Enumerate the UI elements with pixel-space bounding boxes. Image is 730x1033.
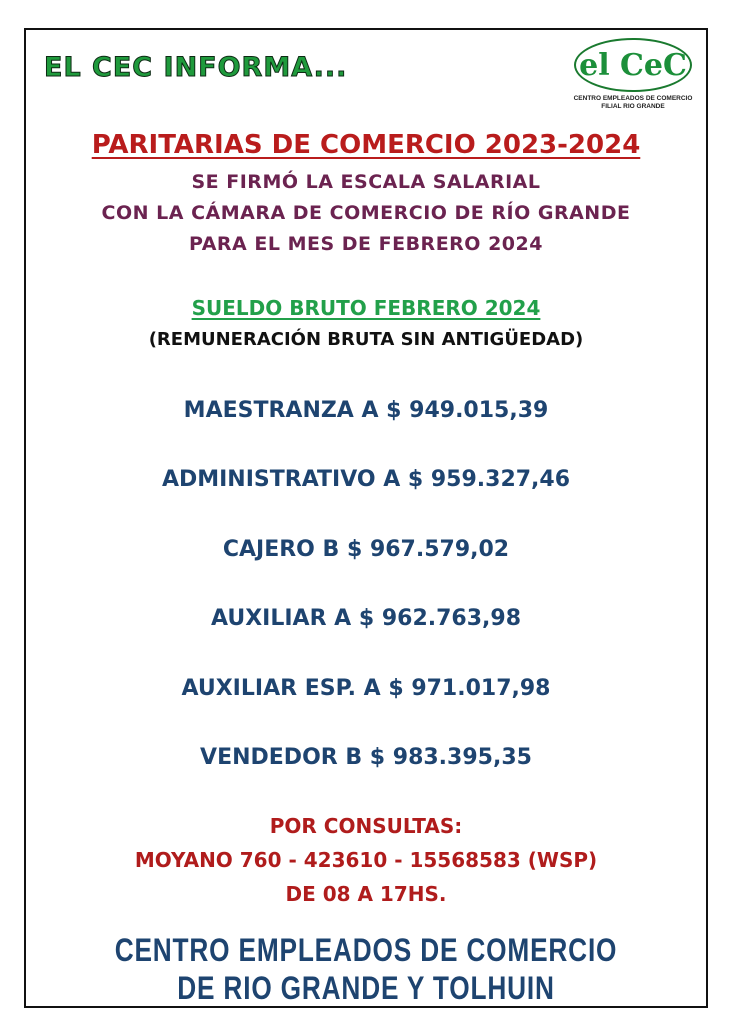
wage-item-maestranza: MAESTRANZA A $ 949.015,39: [183, 398, 549, 423]
logo-oval: [574, 38, 692, 92]
wage-item-cajero: CAJERO B $ 967.579,02: [222, 537, 510, 562]
wage-item-auxiliar-esp: AUXILIAR ESP. A $ 971.017,98: [181, 676, 551, 701]
subtitle-line-2: CON LA CÁMARA DE COMERCIO DE RÍO GRANDE: [101, 202, 631, 224]
wage-item-auxiliar: AUXILIAR A $ 962.763,98: [210, 606, 522, 631]
logo-subtitle-line2: FILIAL RIO GRANDE: [601, 103, 665, 110]
contact-heading: POR CONSULTAS:: [269, 814, 463, 838]
subtitle-line-3: PARA EL MES DE FEBRERO 2024: [189, 233, 543, 255]
contact-hours: DE 08 A 17HS.: [285, 882, 447, 906]
logo-subtitle-line1: CENTRO EMPLEADOS DE COMERCIO: [573, 95, 693, 102]
sueldo-heading: SUELDO BRUTO FEBRERO 2024: [191, 296, 541, 320]
flyer-frame: [24, 28, 708, 1008]
cec-informa-heading: EL CEC INFORMA...: [44, 52, 348, 83]
wage-item-vendedor: VENDEDOR B $ 983.395,35: [200, 745, 532, 770]
logo-text: el CeC: [579, 47, 687, 83]
footer-line-1: CENTRO EMPLEADOS DE COMERCIO: [114, 932, 618, 968]
cec-logo: [568, 38, 698, 118]
remuneracion-note: (REMUNERACIÓN BRUTA SIN ANTIGÜEDAD): [148, 329, 584, 350]
logo-subtitle: [568, 95, 698, 111]
wage-item-administrativo: ADMINISTRATIVO A $ 959.327,46: [161, 467, 571, 492]
page-title: PARITARIAS DE COMERCIO 2023-2024: [91, 130, 641, 160]
contact-details: MOYANO 760 - 423610 - 15568583 (WSP): [134, 848, 598, 872]
footer-line-2: DE RIO GRANDE Y TOLHUIN: [177, 970, 555, 1006]
subtitle-line-1: SE FIRMÓ LA ESCALA SALARIAL: [191, 171, 541, 193]
